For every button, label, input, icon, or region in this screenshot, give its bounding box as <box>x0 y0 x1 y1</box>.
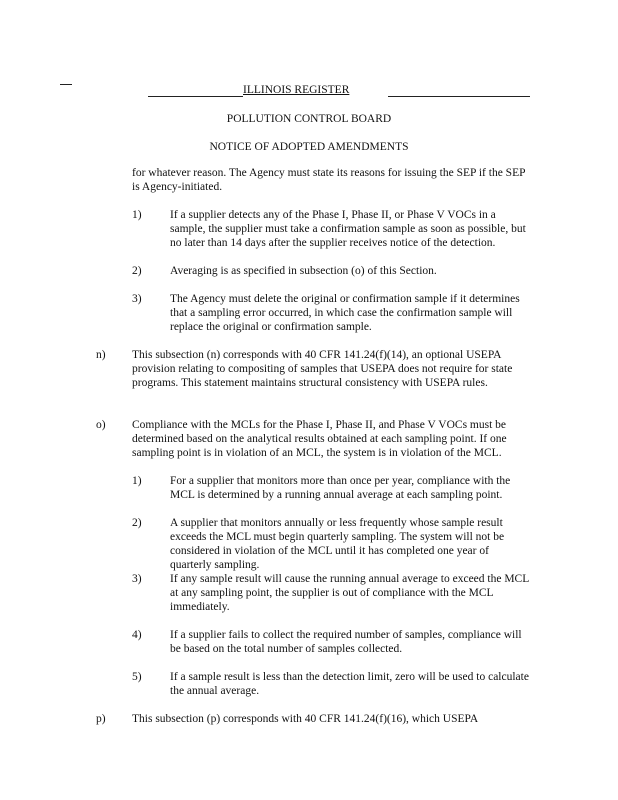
list-item-text: The Agency must delete the original or confirmation sample if it determines that a sampling error occurred, in which case the confirmation sample will replace the original or confirmation sample. <box>170 293 520 333</box>
section-label-n: n) <box>96 349 106 361</box>
header-rule-left <box>148 96 243 97</box>
list-item-number: 2) <box>132 265 142 277</box>
list-item-text: If a supplier fails to collect the required number of samples, compliance will be based on the total number of samples collected. <box>170 629 522 655</box>
section-label-o: o) <box>96 419 106 431</box>
register-title: ILLINOIS REGISTER <box>243 84 350 96</box>
section-label-p: p) <box>96 713 106 725</box>
left-header-mark <box>60 84 72 85</box>
list-item-text: Averaging is as specified in subsection (o) of this Section. <box>170 265 437 277</box>
list-item-number: 1) <box>132 475 142 487</box>
section-text-n: This subsection (n) corresponds with 40 CFR 141.24(f)(14), an optional USEPA provision relating to compositing of samples that USEPA does not require for state programs. This statement maintains structural consistency with USEPA rules. <box>132 349 513 389</box>
list-item-number: 2) <box>132 517 142 529</box>
list-item-number: 3) <box>132 573 142 585</box>
list-item-text: If any sample result will cause the running annual average to exceed the MCL at any sampling point, the supplier is out of compliance with the MCL immediately. <box>170 573 529 613</box>
list-item-number: 4) <box>132 629 142 641</box>
list-item-text: If a supplier detects any of the Phase I, Phase II, or Phase V VOCs in a sample, the supplier must take a confirmation sample as soon as possible, but no later than 14 days after the supplier receives notice of the detection. <box>170 209 526 249</box>
intro-paragraph: for whatever reason. The Agency must state its reasons for issuing the SEP if the SEP is Agency-initiated. <box>132 167 526 193</box>
board-title: POLLUTION CONTROL BOARD <box>226 113 392 125</box>
list-item-number: 5) <box>132 671 142 683</box>
list-item-text: If a sample result is less than the detection limit, zero will be used to calculate the annual average. <box>170 671 529 697</box>
section-text-o: Compliance with the MCLs for the Phase I, Phase II, and Phase V VOCs must be determined based on the analytical results obtained at each sampling point. If one sampling point is in violation of an MCL, the system is in violation of the MCL. <box>132 419 507 459</box>
notice-title: NOTICE OF ADOPTED AMENDMENTS <box>209 141 409 153</box>
list-item-text: For a supplier that monitors more than once per year, compliance with the MCL is determined by a running annual average at each sampling point. <box>170 475 511 501</box>
list-item-text: A supplier that monitors annually or less frequently whose sample result exceeds the MCL must begin quarterly sampling. The system will not be considered in violation of the MCL until it has completed one year of quarterly sampling. <box>170 517 505 571</box>
section-text-p: This subsection (p) corresponds with 40 CFR 141.24(f)(16), which USEPA <box>132 713 479 725</box>
header-rule-right <box>388 96 530 97</box>
list-item-number: 1) <box>132 209 142 221</box>
list-item-number: 3) <box>132 293 142 305</box>
